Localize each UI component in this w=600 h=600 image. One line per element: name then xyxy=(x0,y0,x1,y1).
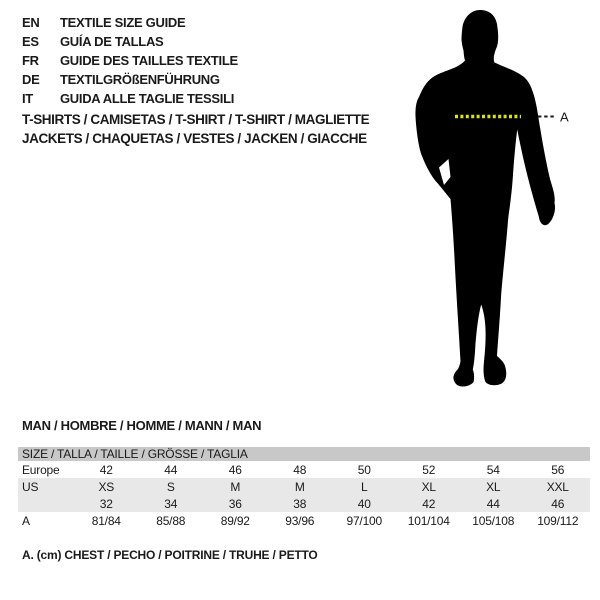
row-label: Europe xyxy=(22,462,60,477)
size-cell: 48 xyxy=(293,462,307,477)
size-cell: XL xyxy=(397,478,462,495)
category-line-tshirts: T-SHIRTS / CAMISETAS / T-SHIRT / T-SHIRT / MAGLIETTE xyxy=(22,112,370,127)
language-label: GUÍA DE TALLAS xyxy=(60,34,164,49)
language-row-de xyxy=(22,70,238,89)
section-title-man: MAN / HOMBRE / HOMME / MANN / MAN xyxy=(22,418,262,433)
table-row-us-numbers xyxy=(18,495,590,512)
size-cell: 56 xyxy=(551,462,565,477)
size-cell: 109/112 xyxy=(537,513,579,528)
size-cell: 105/108 xyxy=(472,513,515,528)
man-silhouette-figure xyxy=(400,3,575,398)
table-row-chest-range xyxy=(18,512,590,529)
size-cell: 38 xyxy=(268,495,333,512)
man-silhouette xyxy=(415,10,555,386)
size-cell: 93/96 xyxy=(285,513,315,528)
measurement-label-a: A xyxy=(560,109,569,125)
size-cell: 89/92 xyxy=(220,513,250,528)
size-cell: M xyxy=(268,478,333,495)
row-label: A xyxy=(22,513,30,528)
language-label: GUIDE DES TAILLES TEXTILE xyxy=(60,53,238,68)
size-cell: 85/88 xyxy=(156,513,186,528)
language-label: TEXTILE SIZE GUIDE xyxy=(60,15,186,30)
size-cell: 81/84 xyxy=(91,513,121,528)
language-code: FR xyxy=(22,53,39,68)
language-code: IT xyxy=(22,91,33,106)
size-table-header-row xyxy=(18,447,590,461)
table-row-us-letters xyxy=(18,478,590,495)
size-cell: 46 xyxy=(526,495,591,512)
size-cell: 44 xyxy=(461,495,526,512)
language-row-es xyxy=(22,32,238,51)
table-row-europe xyxy=(18,461,590,478)
footnote-chest: A. (cm) CHEST / PECHO / POITRINE / TRUHE / PETTO xyxy=(22,548,318,562)
size-cell: 40 xyxy=(332,495,397,512)
size-cell: 54 xyxy=(486,462,500,477)
size-table-header: SIZE / TALLA / TAILLE / GRÖSSE / TAGLIA xyxy=(18,447,590,461)
size-cell: 34 xyxy=(139,495,204,512)
language-label: GUIDA ALLE TAGLIE TESSILI xyxy=(60,91,235,106)
size-cell: 32 xyxy=(74,495,139,512)
language-row-fr xyxy=(22,51,238,70)
language-label: TEXTILGRÖßENFÜHRUNG xyxy=(60,72,220,87)
size-table xyxy=(18,447,590,529)
category-titles xyxy=(22,111,369,148)
size-cell: XXL xyxy=(526,478,591,495)
size-cell: L xyxy=(332,478,397,495)
size-cell: XS xyxy=(74,478,139,495)
language-code: ES xyxy=(22,34,39,49)
size-cell: 42 xyxy=(99,462,113,477)
size-cell: 101/104 xyxy=(407,513,450,528)
row-label: US xyxy=(18,478,74,495)
category-line-jackets: JACKETS / CHAQUETAS / VESTES / JACKEN / GIACCHE xyxy=(22,130,367,146)
size-cell: 36 xyxy=(203,495,268,512)
language-row-en xyxy=(22,13,238,32)
size-cell: 44 xyxy=(164,462,178,477)
size-cell: 97/100 xyxy=(346,513,382,528)
size-cell: S xyxy=(139,478,204,495)
language-row-it xyxy=(22,89,238,108)
language-code: DE xyxy=(22,72,40,87)
size-cell: 50 xyxy=(357,462,371,477)
language-guide-list xyxy=(22,13,238,108)
size-cell: XL xyxy=(461,478,526,495)
language-code: EN xyxy=(22,15,40,30)
size-cell: M xyxy=(203,478,268,495)
size-cell: 42 xyxy=(397,495,462,512)
row-label xyxy=(18,495,74,512)
size-cell: 52 xyxy=(422,462,436,477)
size-cell: 46 xyxy=(228,462,242,477)
